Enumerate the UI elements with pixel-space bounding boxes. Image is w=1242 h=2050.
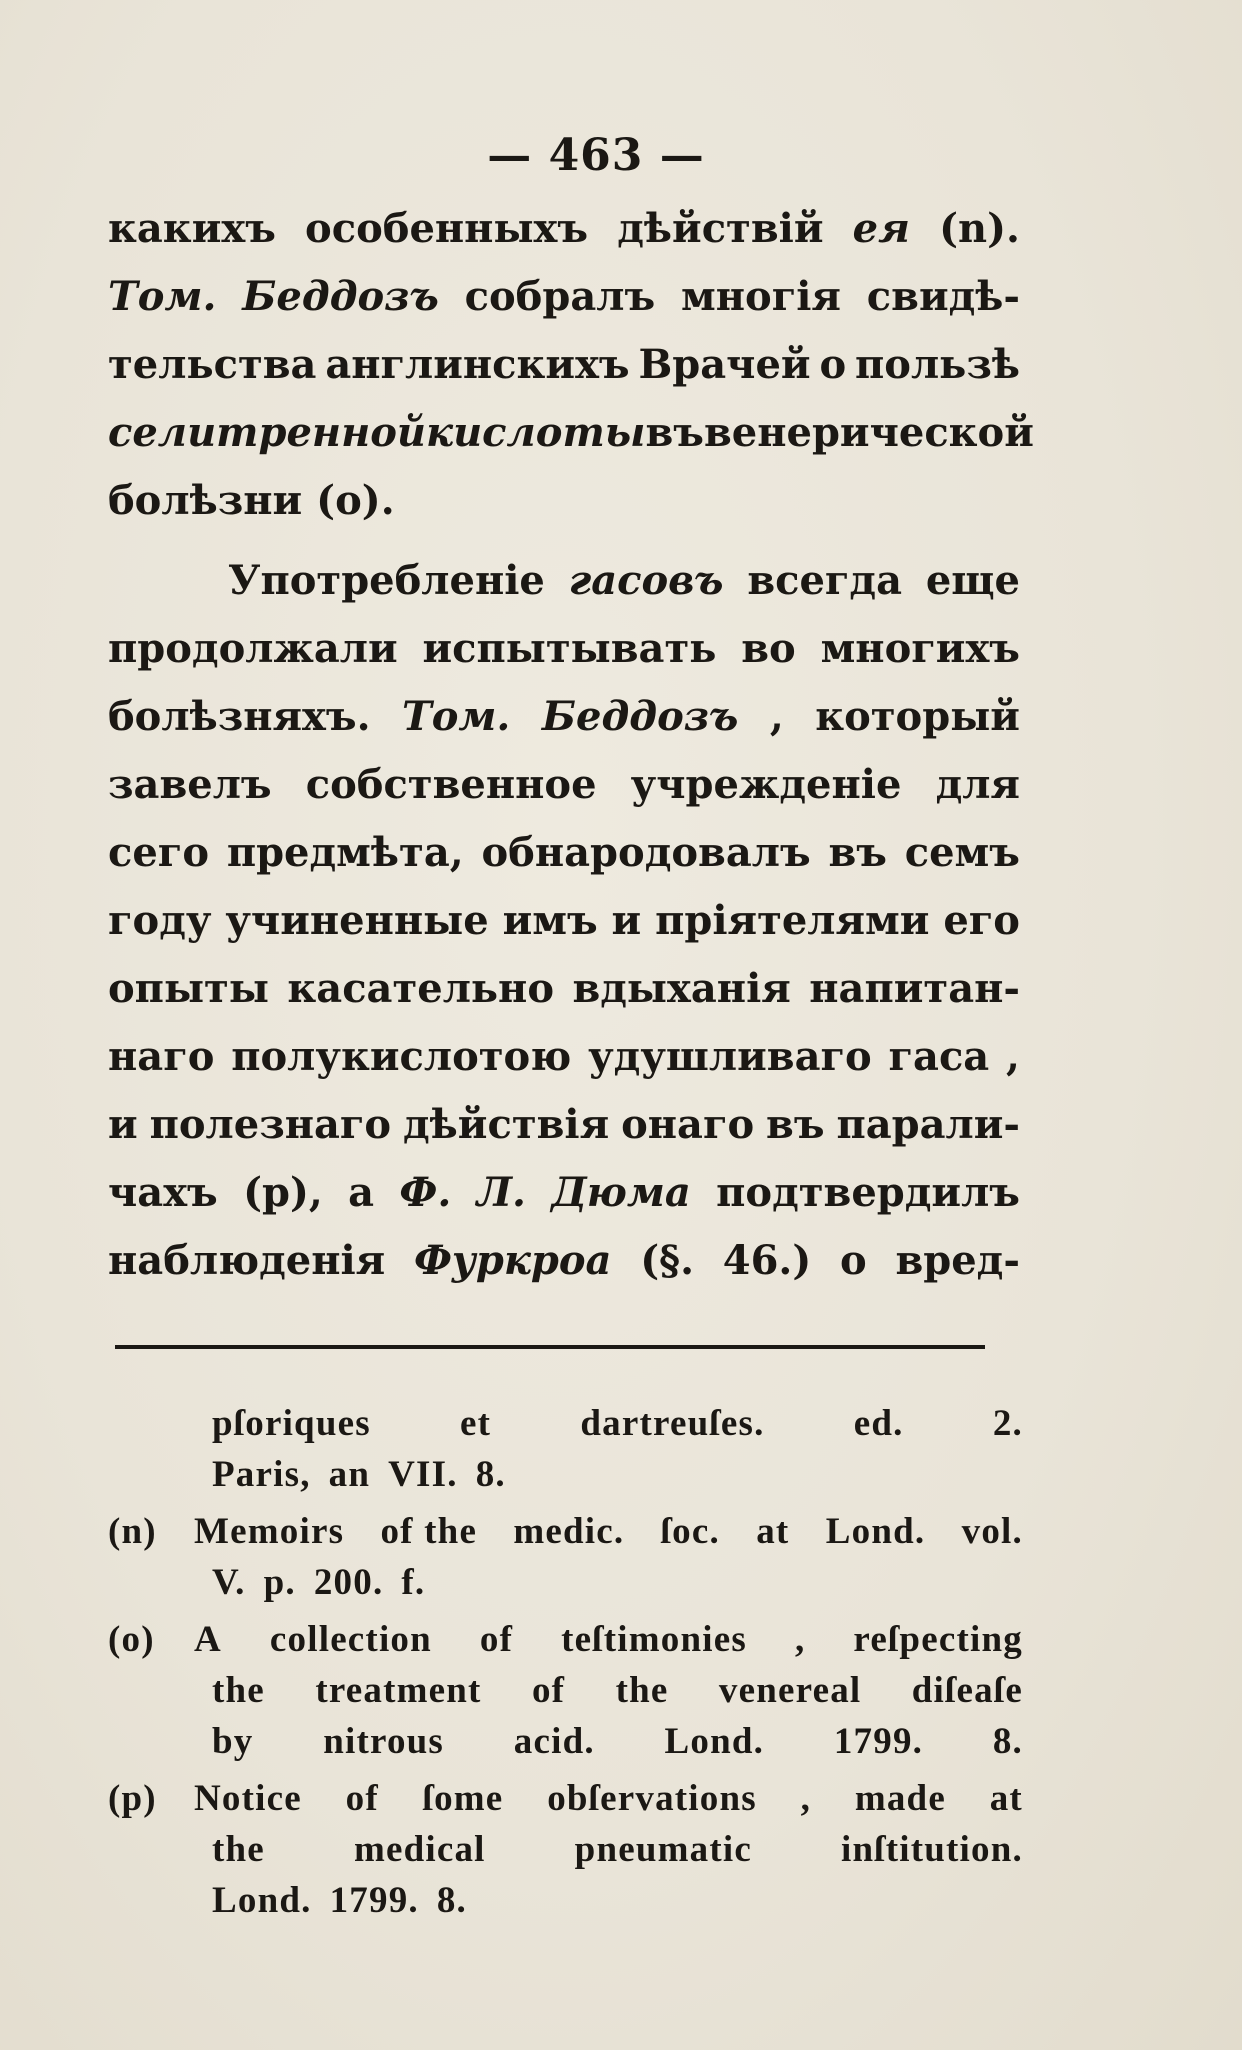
word: въ [828,829,887,876]
footnote-text [194,1614,1023,1665]
word: VII. [388,1454,458,1495]
word: тельства [108,341,317,388]
footnote-line [108,1398,1023,1449]
footnote-text [194,1773,1023,1824]
word: dartreuſes. [580,1403,765,1444]
word: венерической [703,409,1034,456]
word: пріятелями [655,897,930,944]
word: Врачей [638,341,811,388]
word: Notice [194,1778,302,1819]
text-line [108,331,1020,399]
word: 8. [475,1454,506,1495]
footnote-line [108,1614,1023,1665]
footnote-rule [115,1345,985,1349]
word: который [815,693,1020,740]
word: опыты [108,965,269,1012]
word: at [756,1511,790,1552]
word: of [345,1778,379,1819]
footnote-line [108,1716,1023,1767]
word: the [212,1829,265,1870]
text-line [108,683,1020,751]
word: acid. [513,1721,595,1762]
word: наго [108,1033,215,1080]
word: полезнаго [149,1101,392,1148]
word: Беддозъ [242,273,439,320]
word: medic. [513,1511,625,1552]
word: 8. [992,1721,1023,1762]
word: имъ [502,897,598,944]
word: of [531,1670,566,1711]
text-line [108,887,1020,955]
footnote-line [108,1557,1023,1608]
word: Lond. [212,1880,312,1921]
word: 1799. [329,1880,419,1921]
word: treatment [315,1670,482,1711]
word: Фуркроа [413,1237,612,1284]
word: дѣйствій [617,205,824,252]
word: by [212,1721,254,1762]
text-line [108,1091,1020,1159]
word: Ф. [399,1169,452,1216]
word: Дюма [551,1169,691,1216]
word: свидѣ- [866,273,1020,320]
word: наблюденія [108,1237,386,1284]
word: the [615,1670,669,1711]
word: pneumatic [574,1829,752,1870]
word: 2. [992,1403,1023,1444]
word: ſoc. [660,1511,720,1552]
footnote-line [108,1449,1023,1500]
word: medical [353,1829,486,1870]
word: , [1006,1033,1020,1080]
word: парали- [836,1101,1020,1148]
word: the [212,1670,265,1711]
text-line [108,1159,1020,1227]
word: ſome [422,1778,504,1819]
text-line [108,399,1034,467]
word: Paris, [212,1454,311,1495]
word: испытывать [422,625,717,672]
word: многихъ [820,625,1020,672]
word: Lond. [825,1511,926,1552]
word: учрежденіе [630,761,902,808]
word: вред- [895,1237,1020,1284]
word: et [460,1403,492,1444]
word: of the [380,1511,478,1552]
word: pſoriques [212,1403,371,1444]
word: особенныхъ [305,205,589,252]
word: селитренной [108,409,426,456]
word: of [479,1619,514,1660]
text-line [108,195,1020,263]
page-number: — 463 — [487,130,705,181]
word: diſeaſe [911,1670,1023,1711]
word: an [328,1454,371,1495]
word: venereal [718,1670,862,1711]
word: продолжали [108,625,398,672]
footnote-marker: (n) [108,1511,157,1552]
text-line [108,955,1020,1023]
word: obſervations [547,1778,757,1819]
word: болѣзняхъ. [108,693,371,740]
word: для [935,761,1020,808]
word: (n). [939,205,1020,252]
word: , [800,1778,812,1819]
text-line [108,1227,1020,1295]
word: f. [401,1562,426,1603]
word: vol. [961,1511,1023,1552]
word: , [794,1619,806,1660]
word: ея [852,205,910,252]
text-line [108,1023,1020,1091]
word: V. [212,1562,246,1603]
word: 1799. [833,1721,924,1762]
word: а [348,1169,375,1216]
word: 8. [436,1880,467,1921]
word: удушливаго [588,1033,872,1080]
word: касательно [287,965,555,1012]
word: 46.) [722,1237,812,1284]
footnote-line [108,1824,1023,1875]
word: обнародовалъ [481,829,811,876]
word: и [108,1101,138,1148]
text-line [108,751,1020,819]
footnote-line [108,1875,1023,1926]
word: ed. [853,1403,904,1444]
word: во [741,625,796,672]
word: пользѣ [855,341,1020,388]
text-line [108,615,1020,683]
word: о [819,341,847,388]
word: въ [766,1101,825,1148]
word: 200. [313,1562,384,1603]
text-line [108,547,1020,615]
word: подтвердилъ [716,1169,1020,1216]
word: семъ [904,829,1020,876]
body-text [108,195,1034,1295]
word: предмѣта, [226,829,464,876]
word: (§. [640,1237,694,1284]
text-line [108,263,1020,331]
word: еще [925,557,1020,604]
footnote-line [108,1665,1023,1716]
word: полукислотою [231,1033,572,1080]
word: made [854,1778,946,1819]
word: многія [680,273,841,320]
word: гасовъ [568,557,724,604]
word: его [943,897,1020,944]
word: Том. [108,273,217,320]
footnote-line [108,1773,1023,1824]
word: Memoirs [194,1511,345,1552]
footnote-spacer [108,1926,1023,1932]
word: о [840,1237,867,1284]
word: inſtitution. [841,1829,1023,1870]
text-line [108,467,1020,535]
word: A [194,1619,222,1660]
word: reſpecting [853,1619,1023,1660]
word: Л. [476,1169,526,1216]
word: онаго [621,1101,755,1148]
footnotes [108,1398,1023,1932]
word: (o). [316,477,395,524]
word: завелъ [108,761,272,808]
word: дѣйствія [403,1101,610,1148]
word: nitrous [323,1721,445,1762]
word: и [611,897,642,944]
word: (p), [243,1169,323,1216]
word: at [989,1778,1023,1819]
word: сего [108,829,209,876]
word: гаса [888,1033,990,1080]
word: учиненные [225,897,489,944]
word: Том. [401,693,511,740]
word: чахъ [108,1169,218,1216]
word: въ [645,409,704,456]
word: году [108,897,212,944]
word: всегда [747,557,902,604]
word: Употребленіе [228,557,545,604]
footnote-line [108,1506,1023,1557]
footnote-marker: (p) [108,1778,157,1819]
word: какихъ [108,205,276,252]
word: кислоты [426,409,646,456]
word: англинскихъ [325,341,630,388]
word: collection [269,1619,432,1660]
footnote-marker: (o) [108,1619,155,1660]
text-line [108,819,1020,887]
word: напитан- [809,965,1020,1012]
word: собственное [305,761,597,808]
word: p. [263,1562,296,1603]
word: болѣзни [108,477,303,524]
word: Беддозъ [541,693,739,740]
word: teſtimonies [561,1619,747,1660]
word: Lond. [664,1721,765,1762]
word: вдыханія [572,965,791,1012]
word: собралъ [464,273,656,320]
word: , [769,693,784,740]
footnote-text [194,1506,1023,1557]
